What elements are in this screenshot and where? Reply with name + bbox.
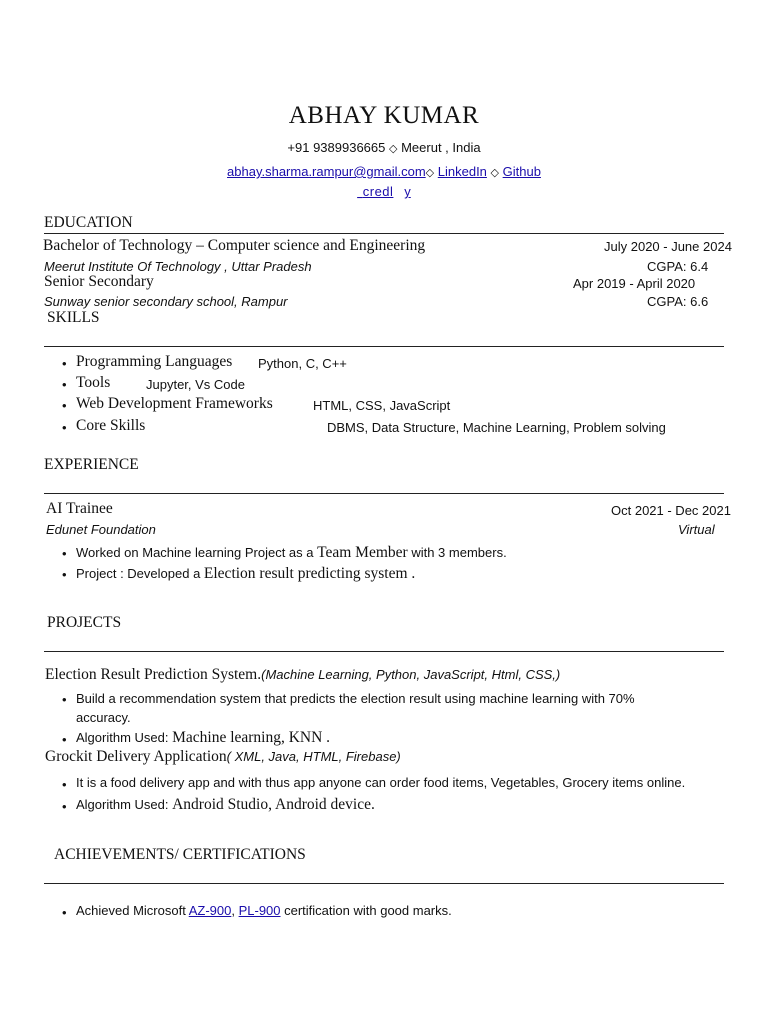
bullet-text: with 3 members. [407,545,507,560]
links-line [0,164,768,179]
project-title: Grockit Delivery Application [45,748,227,765]
achievement-bullet [76,903,452,918]
bullet-emphasis: Android Studio, Android device. [172,796,375,813]
credly-text: credl [362,184,394,199]
candidate-name: ABHAY KUMAR [288,102,480,129]
experience-bullet [76,565,415,583]
pl900-link[interactable]: PL-900 [238,903,281,918]
skill-value: DBMS, Data Structure, Machine Learning, Problem solving [327,420,666,435]
project-bullet-line: accuracy. [76,710,131,725]
bullet-emphasis: Election result predicting system . [203,565,416,582]
achievements-heading: ACHIEVEMENTS/ CERTIFICATIONS [54,846,306,863]
diamond-icon: ◇ [425,167,435,179]
skill-value: Jupyter, Vs Code [146,377,245,392]
bullet-icon: • [62,567,67,582]
bullet-emphasis: Team Member [317,544,408,561]
location: Meerut , India [401,140,481,155]
section-divider [44,233,724,234]
diamond-icon: ◇ [490,167,500,179]
bullet-text: Achieved Microsoft [76,903,189,918]
bullet-text: Worked on Machine learning Project as a [76,545,318,560]
credly-link[interactable] [357,184,393,199]
skill-label: Web Development Frameworks [76,395,273,412]
bullet-text: , [231,903,239,918]
bullet-icon: • [62,377,67,392]
section-divider [44,346,724,347]
bullet-icon: • [62,356,67,371]
github-link[interactable]: Github [502,164,541,179]
bullet-icon: • [62,692,67,707]
education-heading: EDUCATION [44,214,133,231]
contact-line [0,140,768,155]
email-link[interactable]: abhay.sharma.rampur@gmail.com [227,164,426,179]
education-degree: Bachelor of Technology – Computer science and Engineering [43,237,426,254]
az900-link[interactable]: AZ-900 [188,903,232,918]
bullet-text: Algorithm Used: [76,797,173,812]
bullet-text: certification with good marks. [280,903,452,918]
experience-mode: Virtual [678,522,715,537]
education-dates: Apr 2019 - April 2020 [573,276,696,291]
project-bullet-line: Build a recommendation system that predicts the election result using machine learning with 70% [76,691,635,706]
experience-org: Edunet Foundation [46,522,156,537]
bullet-emphasis: Machine learning, KNN . [172,729,331,746]
bullet-icon: • [62,546,67,561]
section-divider [44,883,724,884]
project-bullet-line: It is a food delivery app and with thus app anyone can order food items, Vegetables, Grocery items online. [76,775,686,790]
education-school: Meerut Institute Of Technology , Uttar Pradesh [44,259,312,274]
experience-dates: Oct 2021 - Dec 2021 [611,503,731,518]
bullet-icon: • [62,777,67,792]
bullet-text: Project : Developed a [76,566,204,581]
bullet-icon: • [62,420,67,435]
project-title-line [45,666,560,684]
experience-heading: EXPERIENCE [44,456,139,473]
education-school: Sunway senior secondary school, Rampur [44,294,288,309]
education-score: CGPA: 6.4 [647,259,709,274]
section-divider [44,651,724,652]
experience-role: AI Trainee [46,500,113,517]
bullet-icon: • [62,799,67,814]
education-degree: Senior Secondary [44,273,154,290]
experience-bullet [76,544,507,562]
bullet-icon: • [62,905,67,920]
skills-heading: SKILLS [47,309,100,326]
linkedin-link[interactable]: LinkedIn [437,164,487,179]
bullet-text: Algorithm Used: [76,730,173,745]
skill-value: HTML, CSS, JavaScript [313,398,451,413]
project-bullet [76,729,330,747]
credly-line [0,184,768,199]
project-tech: (Machine Learning, Python, JavaScript, Html, CSS,) [261,667,561,682]
project-title-line [45,748,401,766]
skill-value: Python, C, C++ [258,356,347,371]
project-title: Election Result Prediction System. [45,666,262,683]
education-score: CGPA: 6.6 [647,294,709,309]
project-bullet [76,796,375,814]
skill-label: Programming Languages [76,353,233,370]
education-dates: July 2020 - June 2024 [604,239,732,254]
credly-link-suffix[interactable]: y [404,184,411,199]
diamond-icon: ◇ [389,143,398,155]
projects-heading: PROJECTS [47,614,122,631]
skill-label: Core Skills [76,417,146,434]
credly-prefix: _ [357,188,363,198]
section-divider [44,493,724,494]
project-tech: ( XML, Java, HTML, Firebase) [226,749,401,764]
phone-number: +91 9389936665 [287,140,386,155]
skill-label: Tools [76,374,111,391]
bullet-icon: • [62,398,67,413]
bullet-icon: • [62,732,67,747]
